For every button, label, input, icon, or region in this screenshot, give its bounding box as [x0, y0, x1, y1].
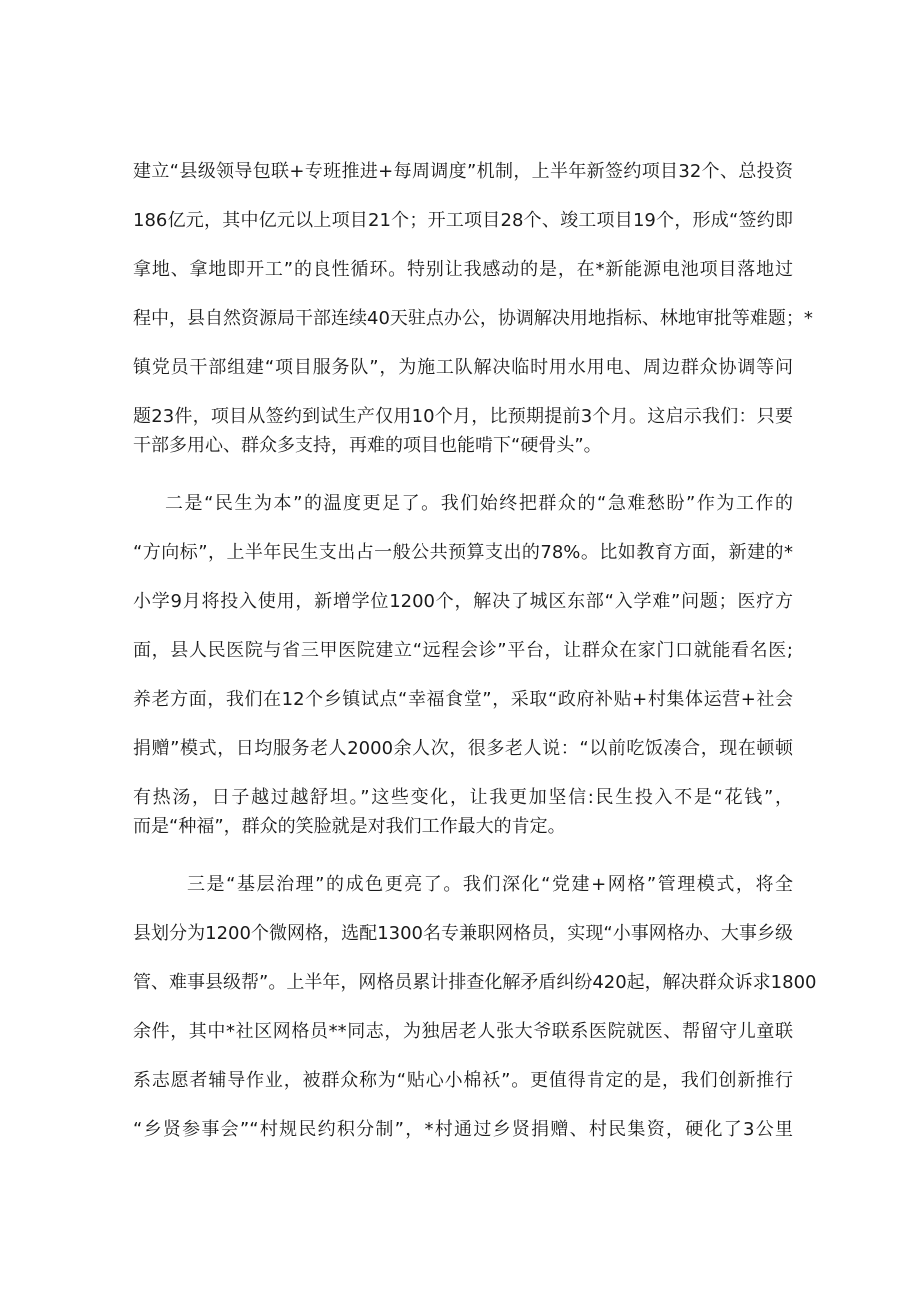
paragraph-3-line-5: 系志愿者辅导作业，被群众称为“贴心小棉袄”。更值得肯定的是，我们创新推行 — [133, 1070, 793, 1091]
paragraph-3-line-3: 管、难事县级帮”。上半年，网格员累计排查化解矛盾纠纷420起，解决群众诉求1800 — [133, 972, 817, 993]
paragraph-1-line-5: 镇党员干部组建“项目服务队”，为施工队解决临时用水用电、周边群众协调等问 — [133, 357, 793, 378]
paragraph-2-line-3: 小学9月将投入使用，新增学位1200个，解决了城区东部“入学难”问题；医疗方 — [133, 591, 793, 612]
paragraph-3-line-6: “乡贤参事会”“村规民约积分制”，*村通过乡贤捐赠、村民集资，硬化了3公里 — [133, 1119, 793, 1140]
paragraph-1-line-7: 干部多用心、群众多支持，再难的项目也能啃下“硬骨头”。 — [133, 435, 602, 456]
paragraph-2-line-4: 面，县人民医院与省三甲医院建立“远程会诊”平台，让群众在家门口就能看名医; — [133, 640, 793, 661]
paragraph-2-line-8: 而是“种福”，群众的笑脸就是对我们工作最大的肯定。 — [133, 816, 566, 837]
paragraph-1-line-3: 拿地、拿地即开工”的良性循环。特别让我感动的是，在*新能源电池项目落地过 — [133, 259, 793, 280]
paragraph-1-line-1: 建立“县级领导包联+专班推进+每周调度”机制，上半年新签约项目32个、总投资 — [133, 161, 793, 182]
paragraph-2-line-1: 二是“民生为本”的温度更足了。我们始终把群众的“急难愁盼”作为工作的 — [165, 493, 793, 514]
paragraph-1-line-2: 186亿元，其中亿元以上项目21个；开工项目28个、竣工项目19个，形成“签约即 — [133, 210, 793, 231]
paragraph-3-line-1: 三是“基层治理”的成色更亮了。我们深化“党建+网格”管理模式，将全 — [187, 874, 793, 895]
paragraph-2-line-6: 捐赠”模式，日均服务老人2000余人次，很多老人说：“以前吃饭凑合，现在顿顿 — [133, 738, 793, 759]
paragraph-2-line-2: “方向标”，上半年民生支出占一般公共预算支出的78%。比如教育方面，新建的* — [133, 542, 793, 563]
paragraph-1-line-4: 程中，县自然资源局干部连续40天驻点办公，协调解决用地指标、林地审批等难题；* — [133, 308, 813, 329]
paragraph-3-line-2: 县划分为1200个微网格，选配1300名专兼职网格员，实现“小事网格办、大事乡级 — [133, 923, 793, 944]
paragraph-2-line-7: 有热汤，日子越过越舒坦。”这些变化，让我更加坚信:民生投入不是“花钱”， — [133, 787, 793, 808]
paragraph-3-line-4: 余件，其中*社区网格员**同志，为独居老人张大爷联系医院就医、帮留守儿童联 — [133, 1021, 793, 1042]
paragraph-1-line-6: 题23件，项目从签约到试生产仅用10个月，比预期提前3个月。这启示我们：只要 — [133, 406, 793, 427]
paragraph-2-line-5: 养老方面，我们在12个乡镇试点“幸福食堂”，采取“政府补贴+村集体运营+社会 — [133, 689, 793, 710]
